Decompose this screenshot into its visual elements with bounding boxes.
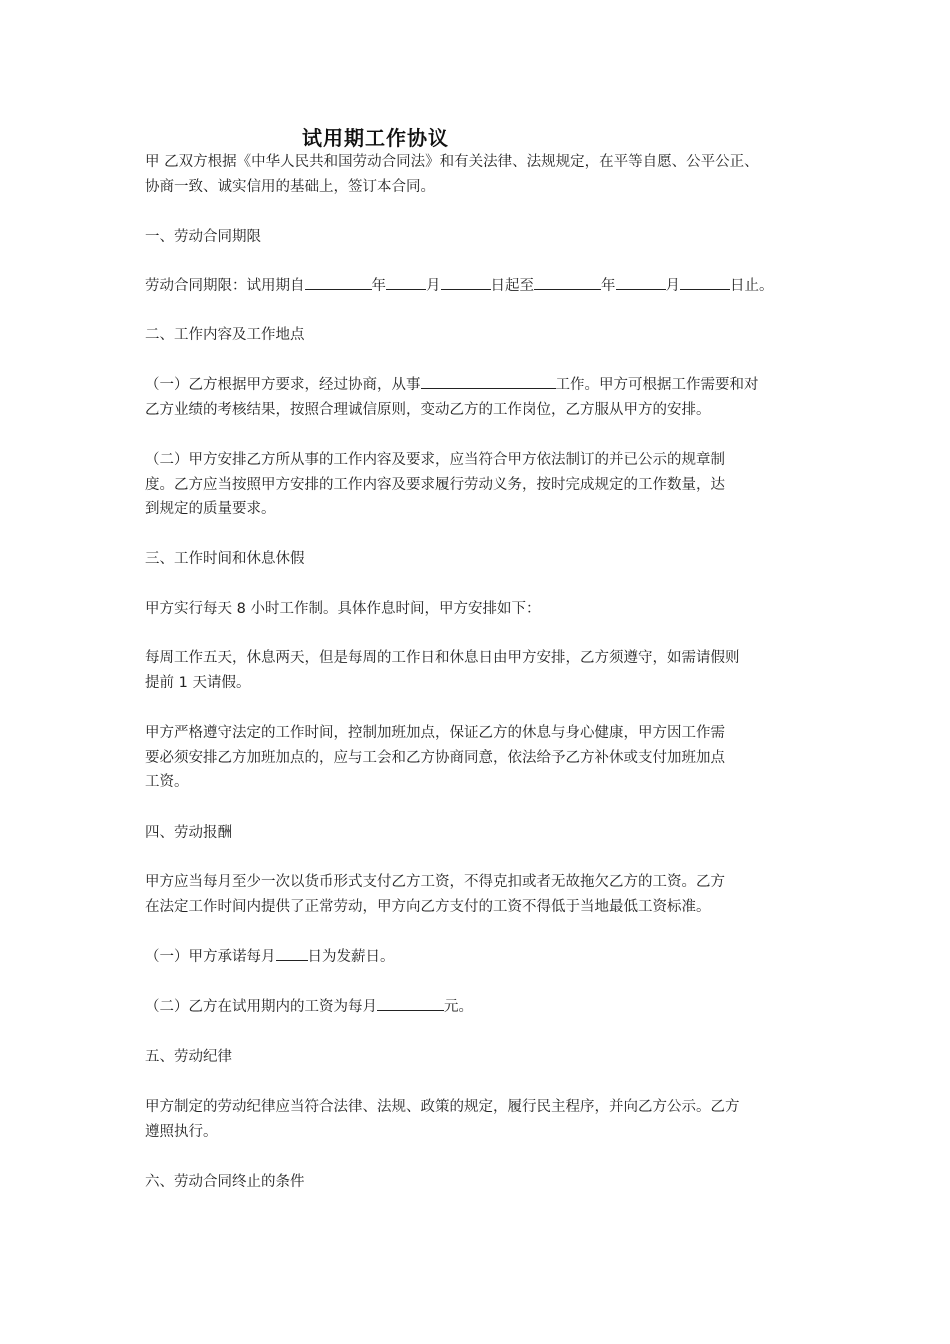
end-year-blank[interactable]	[534, 274, 601, 290]
preamble-line-2: 协商一致、诚实信用的基础上，签订本合同。	[145, 178, 435, 195]
section-2-heading: 二、工作内容及工作地点	[145, 327, 305, 343]
section-4-paragraph-3: （二）乙方在试用期内的工资为每月 元。	[145, 995, 825, 1020]
job-title-blank[interactable]	[421, 373, 556, 389]
start-month-blank[interactable]	[386, 274, 426, 290]
start-year-blank[interactable]	[305, 274, 372, 290]
section-4-heading: 四、劳动报酬	[145, 825, 232, 841]
preamble-line-1: 甲 乙双方根据《中华人民共和国劳动合同法》和有关法律、法规规定，在平等自愿、公平公正、	[145, 154, 759, 170]
document-title: 试用期工作协议	[302, 126, 449, 150]
preamble	[145, 150, 825, 199]
payday-blank[interactable]	[276, 945, 308, 961]
section-2-paragraph-2: （二）甲方安排乙方所从事的工作内容及要求，应当符合甲方依法制订的并已公示的规章制 度。乙方应当按照甲方安排的工作内容及要求履行劳动义务，按时完成规定的工作数量，达 到规定的质量要求。	[145, 452, 725, 517]
section-5-paragraph-1: 甲方制定的劳动纪律应当符合法律、法规、政策的规定，履行民主程序，并向乙方公示。乙方 遵照执行。	[145, 1099, 740, 1140]
section-6-heading: 六、劳动合同终止的条件	[145, 1174, 305, 1190]
section-3-paragraph-2: 每周工作五天，休息两天，但是每周的工作日和休息日由甲方安排，乙方须遵守，如需请假则 提前 1 天请假。	[145, 650, 740, 691]
section-3-paragraph-1: 甲方实行每天 8 小时工作制。具体作息时间，甲方安排如下：	[145, 601, 541, 617]
section-5-heading: 五、劳动纪律	[145, 1049, 232, 1065]
section-1-heading: 一、劳动合同期限	[145, 229, 261, 245]
end-day-blank[interactable]	[680, 274, 730, 290]
section-4-paragraph-1: 甲方应当每月至少一次以货币形式支付乙方工资，不得克扣或者无故拖欠乙方的工资。乙方 在法定工作时间内提供了正常劳动，甲方向乙方支付的工资不得低于当地最低工资标准。	[145, 874, 725, 915]
section-3-heading: 三、工作时间和休息休假	[145, 551, 305, 567]
end-month-blank[interactable]	[616, 274, 666, 290]
salary-blank[interactable]	[377, 995, 444, 1011]
section-4-paragraph-2: （一）甲方承诺每月 日为发薪日。	[145, 945, 825, 970]
section-2-paragraph-1: （一）乙方根据甲方要求，经过协商，从事 工作。甲方可根据工作需要和对 乙方业绩的考核结果，按照合理诚信原则，变动乙方的工作岗位，乙方服从甲方的安排。	[145, 373, 825, 422]
contract-term-line: 劳动合同期限：试用期自 年 月 日起至 年 月 日止。	[145, 274, 825, 299]
section-3-paragraph-3: 甲方严格遵守法定的工作时间，控制加班加点，保证乙方的休息与身心健康，甲方因工作需 要必须安排乙方加班加点的，应与工会和乙方协商同意，依法给予乙方补休或支付加班加点 工资。	[145, 725, 725, 790]
start-day-blank[interactable]	[441, 274, 491, 290]
